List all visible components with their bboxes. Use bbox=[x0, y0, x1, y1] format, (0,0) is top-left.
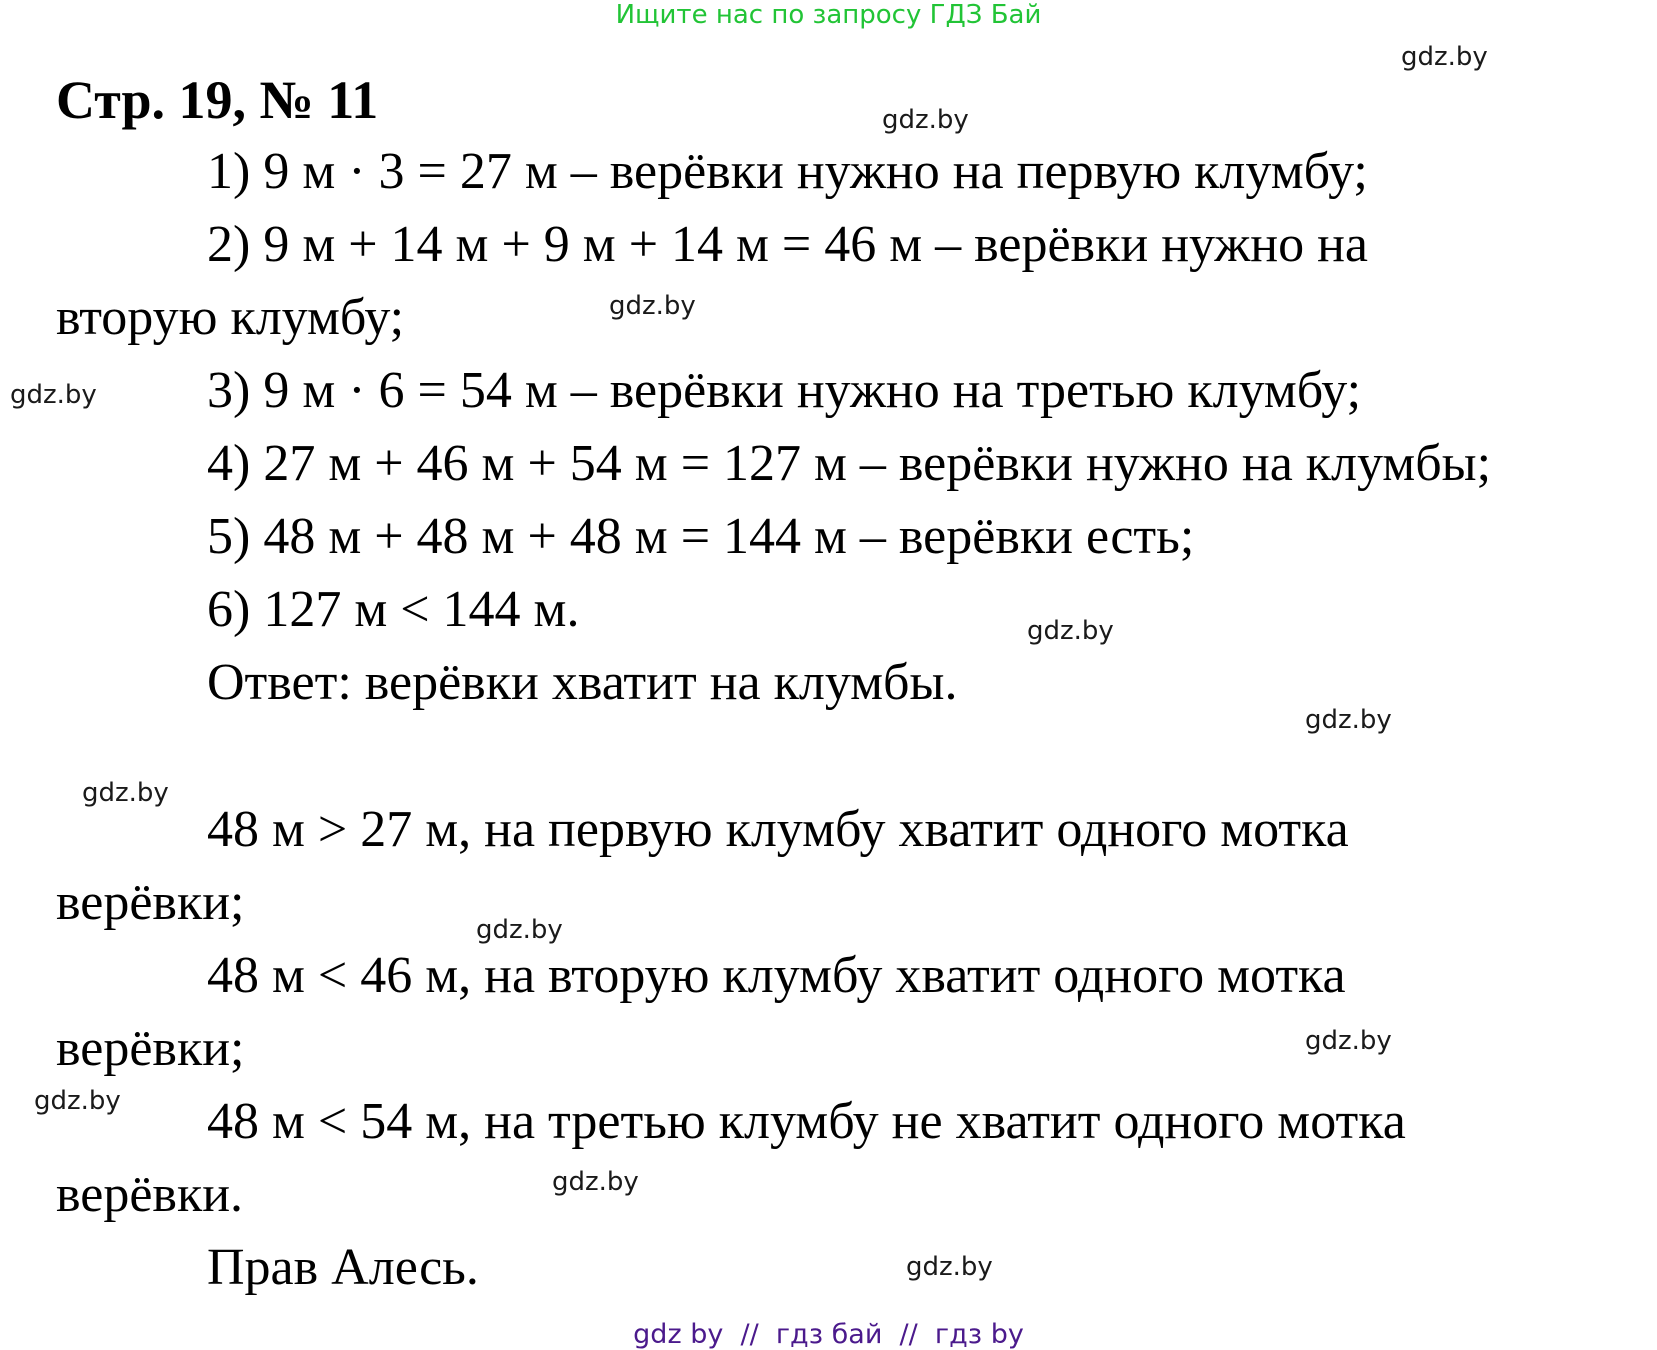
comparison-line-1: 48 м > 27 м, на первую клумбу хватит одного мотка bbox=[207, 801, 1349, 858]
solution-step-3: 3) 9 м · 6 = 54 м – верёвки нужно на третью клумбу; bbox=[207, 362, 1362, 419]
solution-step-5: 5) 48 м + 48 м + 48 м = 144 м – верёвки есть; bbox=[207, 508, 1195, 565]
page-title: Стр. 19, № 11 bbox=[56, 70, 379, 130]
comparison-line-3-cont: верёвки. bbox=[56, 1166, 244, 1223]
solution-step-2: 2) 9 м + 14 м + 9 м + 14 м = 46 м – верёвки нужно на bbox=[207, 216, 1369, 273]
watermark: gdz.by bbox=[10, 380, 97, 410]
comparison-line-2-cont: верёвки; bbox=[56, 1020, 245, 1077]
watermark: gdz.by bbox=[1305, 705, 1392, 735]
comparison-line-1-cont: верёвки; bbox=[56, 874, 245, 931]
watermark: gdz.by bbox=[552, 1167, 639, 1197]
solution-step-4: 4) 27 м + 46 м + 54 м = 127 м – верёвки нужно на клумбы; bbox=[207, 435, 1492, 492]
solution-step-1: 1) 9 м · 3 = 27 м – верёвки нужно на первую клумбу; bbox=[207, 143, 1368, 200]
watermark: gdz.by bbox=[476, 915, 563, 945]
watermark: gdz.by bbox=[34, 1086, 121, 1116]
watermark: gdz.by bbox=[609, 291, 696, 321]
solution-step-2-cont: вторую клумбу; bbox=[56, 289, 405, 346]
comparison-line-2: 48 м < 46 м, на вторую клумбу хватит одного мотка bbox=[207, 947, 1346, 1004]
conclusion-line: Прав Алесь. bbox=[207, 1239, 479, 1296]
answer-line: Ответ: верёвки хватит на клумбы. bbox=[207, 654, 958, 711]
watermark: gdz.by bbox=[882, 105, 969, 135]
footer-links: gdz by // гдз бай // гдз by bbox=[633, 1319, 1024, 1350]
watermark: gdz.by bbox=[82, 778, 169, 808]
watermark: gdz.by bbox=[1401, 42, 1488, 72]
watermark: gdz.by bbox=[1305, 1026, 1392, 1056]
watermark: gdz.by bbox=[1027, 616, 1114, 646]
comparison-line-3: 48 м < 54 м, на третью клумбу не хватит одного мотка bbox=[207, 1093, 1406, 1150]
solution-step-6: 6) 127 м < 144 м. bbox=[207, 581, 580, 638]
watermark: gdz.by bbox=[906, 1252, 993, 1282]
search-banner: Ищите нас по запросу ГДЗ Бай bbox=[615, 0, 1042, 30]
